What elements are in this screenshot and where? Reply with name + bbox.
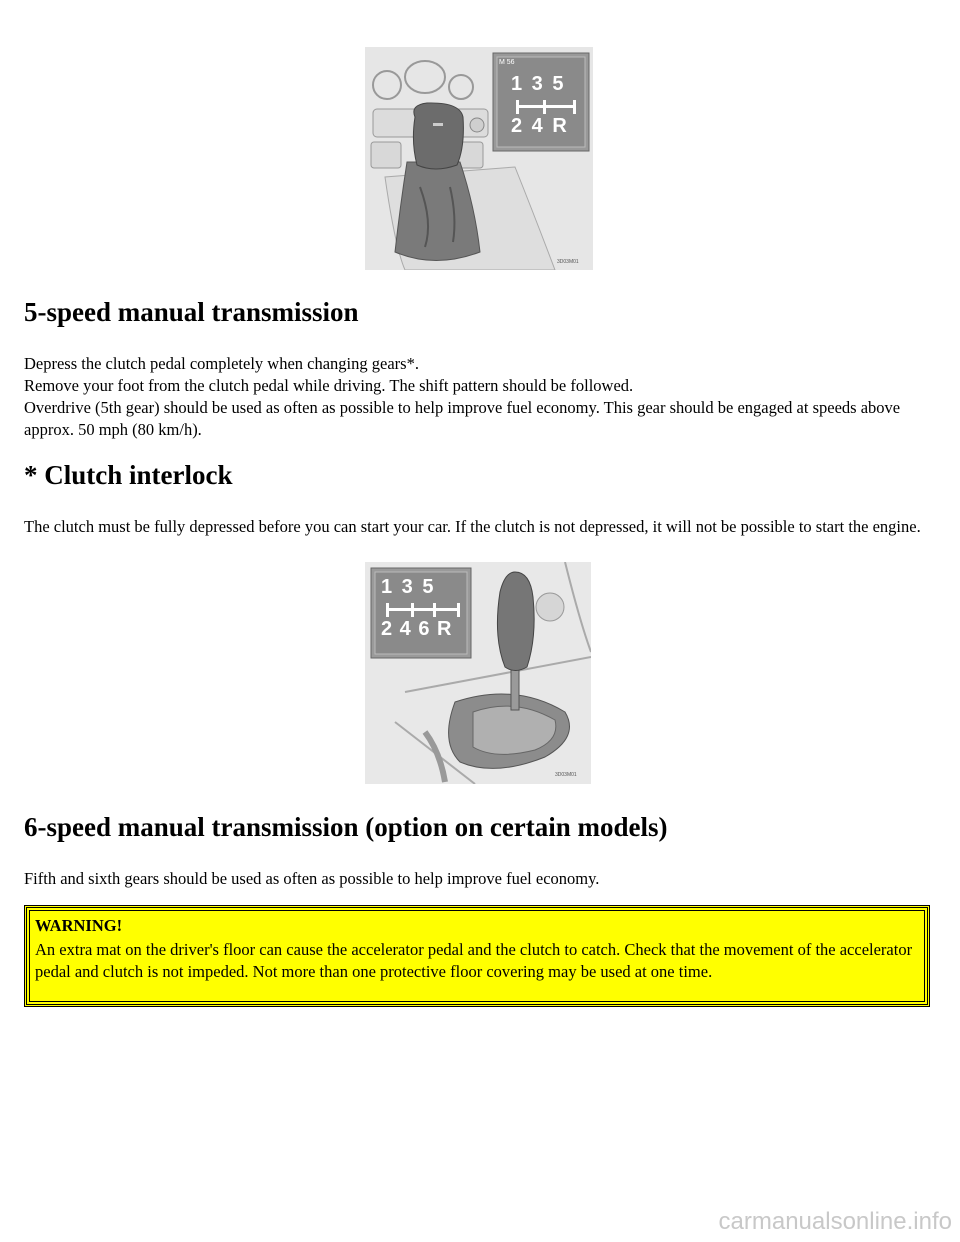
gear-pattern-top: 1 3 5 xyxy=(381,576,436,598)
paragraph-line-3: Overdrive (5th gear) should be used as often as possible to help improve fuel economy. This gear should be engaged at speeds above approx. 50 mph (80 km/h). xyxy=(24,398,901,439)
section-title-clutch-interlock: * Clutch interlock xyxy=(24,460,233,490)
gear-pattern-top: 1 3 5 xyxy=(511,73,566,95)
gear-panel-label: M 56 xyxy=(499,59,515,66)
warning-text: An extra mat on the driver's floor can cause the accelerator pedal and the clutch to catch. Check that the movement of the accelerator pedal and clutch is not impeded. Not more than one protective floor covering may be used at one time. xyxy=(35,940,913,981)
five-speed-shifter-illustration xyxy=(365,47,593,270)
figure-code: 3D03M01 xyxy=(557,259,579,265)
section-title-5-speed: 5-speed manual transmission xyxy=(24,297,359,327)
gear-shift-lines xyxy=(386,603,460,617)
paragraph-line-2: Remove your foot from the clutch pedal while driving. The shift pattern should be followed. xyxy=(24,376,634,395)
paragraph-line-1: Depress the clutch pedal completely when changing gears*. xyxy=(24,354,419,373)
warning-title: WARNING! xyxy=(35,916,123,935)
six-speed-shifter-illustration xyxy=(365,562,591,784)
gear-shift-lines xyxy=(516,100,576,114)
section-body-clutch-interlock: The clutch must be fully depressed before you can start your car. If the clutch is not depressed, it will not be possible to start the engine. xyxy=(24,517,921,536)
warning-box xyxy=(24,905,930,1007)
section-body-5-speed xyxy=(24,353,939,441)
section-title-6-speed: 6-speed manual transmission (option on certain models) xyxy=(24,812,668,842)
figure-code: 3D03M01 xyxy=(555,772,577,778)
gear-pattern-bottom: 2 4 R xyxy=(511,115,569,137)
watermark: carmanualsonline.info xyxy=(718,1208,952,1235)
gear-pattern-bottom: 2 4 6 R xyxy=(381,618,453,640)
section-body-6-speed: Fifth and sixth gears should be used as often as possible to help improve fuel economy. xyxy=(24,869,600,888)
